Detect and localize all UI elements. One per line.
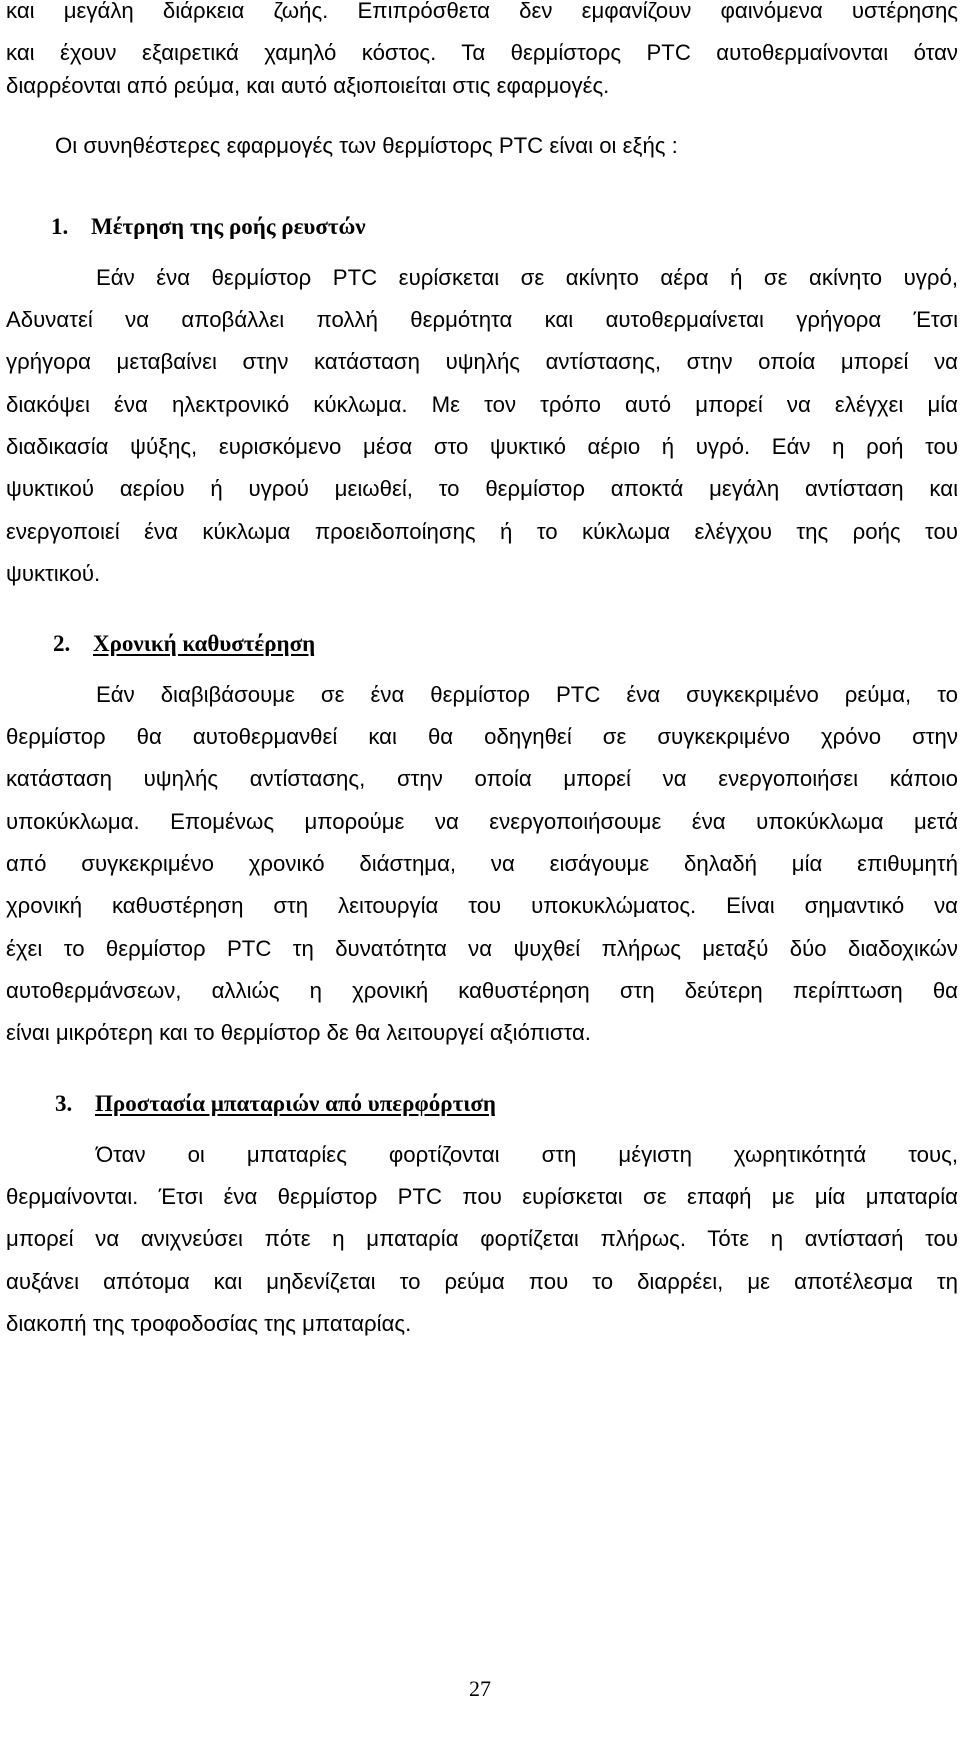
section-heading: [51, 211, 366, 243]
paragraph-line: ψυκτικού.: [6, 561, 101, 586]
paragraph-line: Εάν διαβιβάσουμε σε ένα θερμίστορ PTC ένα συγκεκριμένο ρεύμα, το: [96, 682, 958, 707]
section-heading: [55, 1088, 496, 1120]
intro-line: και μεγάλη διάρκεια ζωής. Επιπρόσθετα δεν εμφανίζουν φαινόμενα υστέρησης: [6, 0, 958, 23]
paragraph-line: κατάσταση υψηλής αντίστασης, στην οποία μπορεί να ενεργοποιήσει κάποιο: [6, 766, 958, 791]
section-number: 3.: [55, 1091, 73, 1116]
intro-lead: Οι συνηθέστερες εφαρμογές των θερμίστορς PTC είναι οι εξής :: [55, 133, 678, 158]
paragraph-line: διακοπή της τροφοδοσίας της μπαταρίας.: [6, 1311, 412, 1336]
paragraph-line: είναι μικρότερη και το θερμίστορ δε θα λειτουργεί αξιόπιστα.: [6, 1020, 591, 1045]
section-title: Χρονική καθυστέρηση: [93, 631, 316, 656]
page-number: 27: [469, 1676, 491, 1701]
paragraph-line: γρήγορα μεταβαίνει στην κατάσταση υψηλής αντίστασης, στην οποία μπορεί να: [6, 349, 958, 374]
paragraph-line: θερμαίνονται. Έτσι ένα θερμίστορ PTC που ευρίσκεται σε επαφή με μία μπαταρία: [6, 1184, 958, 1209]
intro-line: διαρρέονται από ρεύμα, και αυτό αξιοποιείται στις εφαρμογές.: [6, 73, 610, 98]
intro-line: και έχουν εξαιρετικά χαμηλό κόστος. Τα θερμίστορς PTC αυτοθερμαίνονται όταν: [6, 40, 958, 65]
section-number: 1.: [51, 214, 69, 239]
paragraph-line: αυτοθερμάνσεων, αλλιώς η χρονική καθυστέρηση στη δεύτερη περίπτωση θα: [6, 978, 958, 1003]
section-heading: [53, 628, 315, 660]
paragraph-line: θερμίστορ θα αυτοθερμανθεί και θα οδηγηθεί σε συγκεκριμένο χρόνο στην: [6, 724, 958, 749]
paragraph-line: διαδικασία ψύξης, ευρισκόμενο μέσα στο ψυκτικό αέριο ή υγρό. Εάν η ροή του: [6, 434, 958, 459]
paragraph-line: Αδυνατεί να αποβάλλει πολλή θερμότητα και αυτοθερμαίνεται γρήγορα Έτσι: [6, 307, 958, 332]
paragraph-line: ψυκτικού αερίου ή υγρού μειωθεί, το θερμίστορ αποκτά μεγάλη αντίσταση και: [6, 476, 958, 501]
paragraph-line: ενεργοποιεί ένα κύκλωμα προειδοποίησης ή το κύκλωμα ελέγχου της ροής του: [6, 519, 958, 544]
section-title: Προστασία μπαταριών από υπερφόρτιση: [95, 1091, 496, 1116]
paragraph-line: Εάν ένα θερμίστορ PTC ευρίσκεται σε ακίνητο αέρα ή σε ακίνητο υγρό,: [96, 265, 958, 290]
section-number: 2.: [53, 631, 71, 656]
paragraph-line: έχει το θερμίστορ PTC τη δυνατότητα να ψυχθεί πλήρως μεταξύ δύο διαδοχικών: [6, 936, 958, 961]
paragraph-line: υποκύκλωμα. Επομένως μπορούμε να ενεργοποιήσουμε ένα υποκύκλωμα μετά: [6, 809, 958, 834]
paragraph-line: χρονική καθυστέρηση στη λειτουργία του υποκυκλώματος. Είναι σημαντικό να: [6, 893, 958, 918]
paragraph-line: Όταν οι μπαταρίες φορτίζονται στη μέγιστη χωρητικότητά τους,: [96, 1142, 958, 1167]
section-title: Μέτρηση της ροής ρευστών: [91, 214, 366, 239]
paragraph-line: διακόψει ένα ηλεκτρονικό κύκλωμα. Με τον τρόπο αυτό μπορεί να ελέγχει μία: [6, 392, 958, 417]
paragraph-line: μπορεί να ανιχνεύσει πότε η μπαταρία φορτίζεται πλήρως. Τότε η αντίστασή του: [6, 1226, 958, 1251]
paragraph-line: από συγκεκριμένο χρονικό διάστημα, να εισάγουμε δηλαδή μία επιθυμητή: [6, 851, 958, 876]
paragraph-line: αυξάνει απότομα και μηδενίζεται το ρεύμα που το διαρρέει, με αποτέλεσμα τη: [6, 1269, 958, 1294]
